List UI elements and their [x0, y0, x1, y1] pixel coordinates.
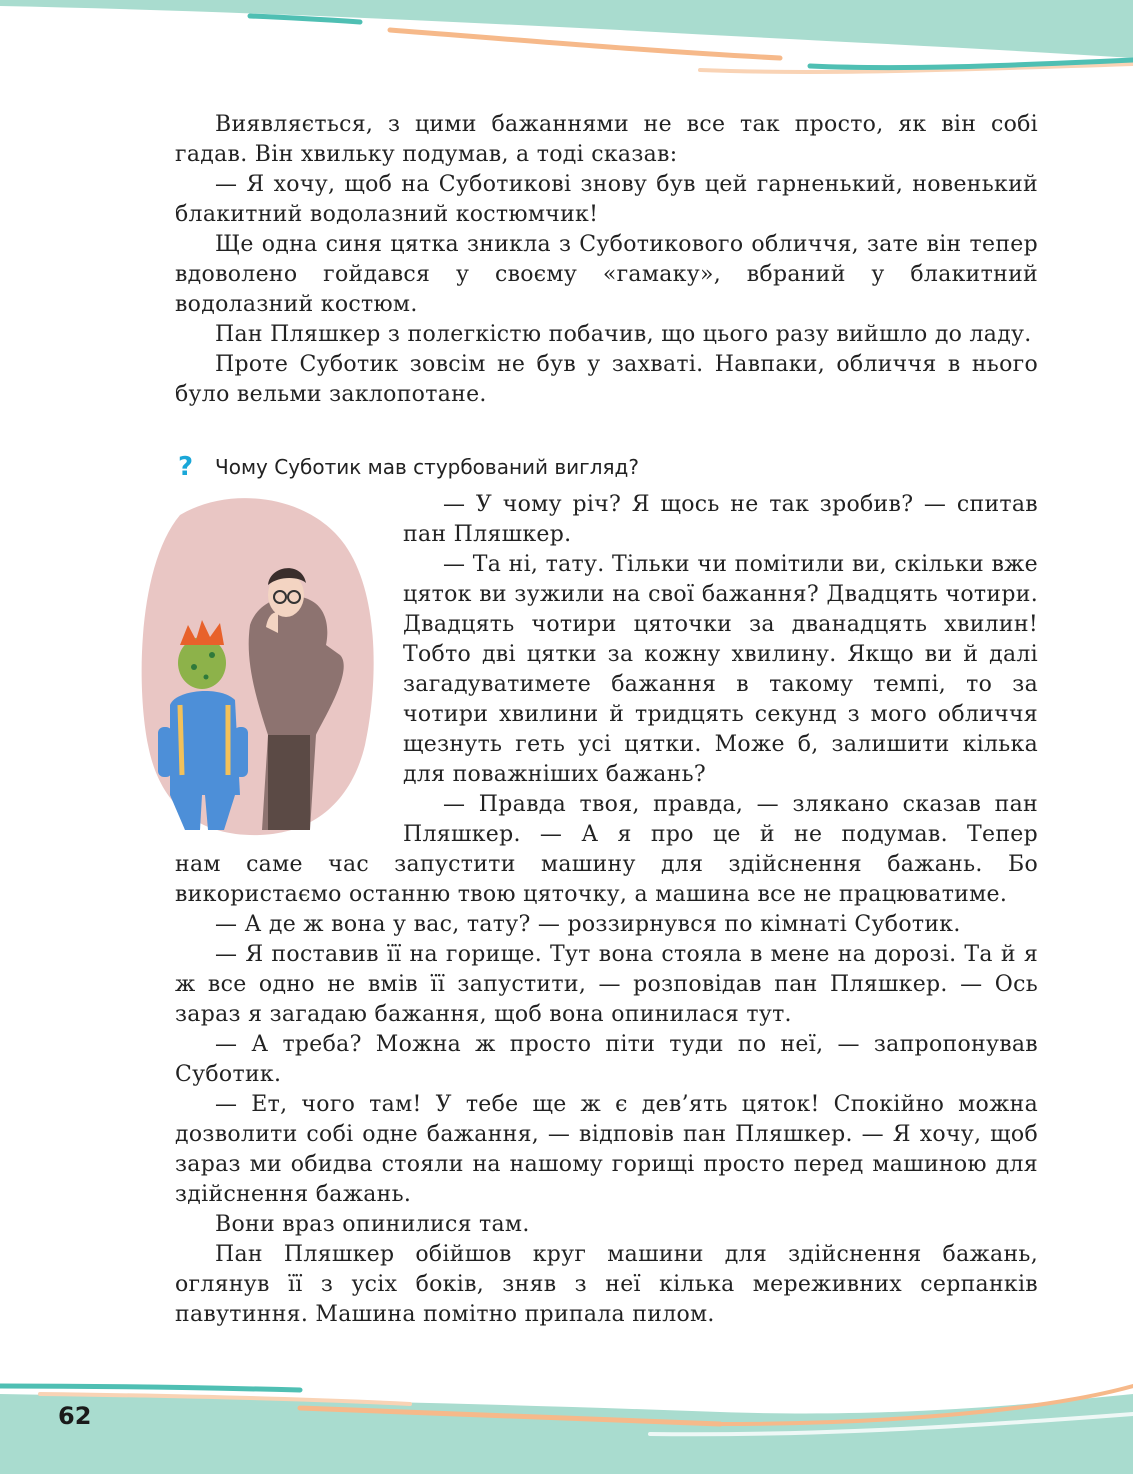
paragraph: — Та ні, тату. Тільки чи помітили ви, скільки вже цяток ви зужили на свої бажання? Двадцять чотири. Двадцять чотири цяточки за дванадцять хвилин! Тобто дві цятки за кожну хвилину. Якщо ви й далі загадуватимете бажання в такому темпі, то за чотири хвилини й тридцять секунд з мого обличчя щезнуть геть усі цятки. Може б, залишити кілька для поважніших бажань?: [403, 552, 1038, 787]
illustration-father-and-son: [140, 495, 380, 840]
paragraph: — Я поставив її на горище. Тут вона стояла в мене на дорозі. Та й я ж все одно не вмів її запустити, — розповідав пан Пляшкер. — Ось зараз я загадаю бажання, щоб вона опинилася тут.: [175, 942, 1038, 1027]
paragraph: Ще одна синя цятка зникла з Суботикового обличчя, зате він тепер вдоволено гойдався у своєму «гамаку», вбраний у блакитний водолазний костюм.: [175, 232, 1038, 317]
paragraph: — А треба? Можна ж просто піти туди по неї, — запропонував Суботик.: [175, 1032, 1038, 1087]
paragraph: Пан Пляшкер з полегкістю побачив, що цього разу вийшло до ладу.: [215, 322, 1032, 347]
paragraph: — Ет, чого там! У тебе ще ж є дев’ять цяток! Спокійно можна дозволити собі одне бажання, — відповів пан Пляшкер. — Я хочу, щоб зараз ми обидва стояли на нашому горищі просто перед машиною для здійснення бажань.: [175, 1092, 1038, 1207]
paragraph: Проте Суботик зовсім не був у захваті. Навпаки, обличчя в нього було вельми заклопотане.: [175, 352, 1038, 407]
top-decorative-band: [0, 0, 1133, 90]
paragraph: нам саме час запустити машину для здійснення бажань. Бо використаємо останню твою цяточку, а машина все не працюватиме.: [175, 852, 1038, 907]
page-number: 62: [58, 1402, 92, 1430]
text-block-beside-illustration: [403, 490, 1038, 850]
paragraph: Вони враз опинилися там.: [215, 1212, 530, 1237]
paragraph: — Правда твоя, правда, — злякано сказав пан Пляшкер. — А я про це й не подумав. Тепер: [403, 792, 1038, 847]
text-block-bottom: [175, 850, 1038, 1330]
paragraph: — А де ж вона у вас, тату? — роззирнувся по кімнаті Суботик.: [215, 912, 961, 937]
paragraph: — У чому річ? Я щось не так зробив? — спитав пан Пляшкер.: [403, 492, 1038, 547]
text-block-top: [175, 110, 1038, 410]
paragraph: Пан Пляшкер обійшов круг машини для здійснення бажань, оглянув її з усіх боків, зняв з неї кілька мереживних серпанків павутиння. Машина помітно припала пилом.: [175, 1242, 1038, 1327]
bottom-decorative-band: [0, 1364, 1133, 1474]
question-mark-icon: ?: [178, 452, 194, 482]
comprehension-question: [175, 452, 1038, 482]
question-text: Чому Суботик мав стурбований вигляд?: [215, 455, 639, 479]
paragraph: Виявляється, з цими бажаннями не все так просто, як він собі гадав. Він хвильку подумав, а тоді сказав:: [175, 112, 1038, 167]
paragraph: — Я хочу, щоб на Суботикові знову був цей гарненький, новенький блакитний водолазний костюмчик!: [175, 172, 1038, 227]
